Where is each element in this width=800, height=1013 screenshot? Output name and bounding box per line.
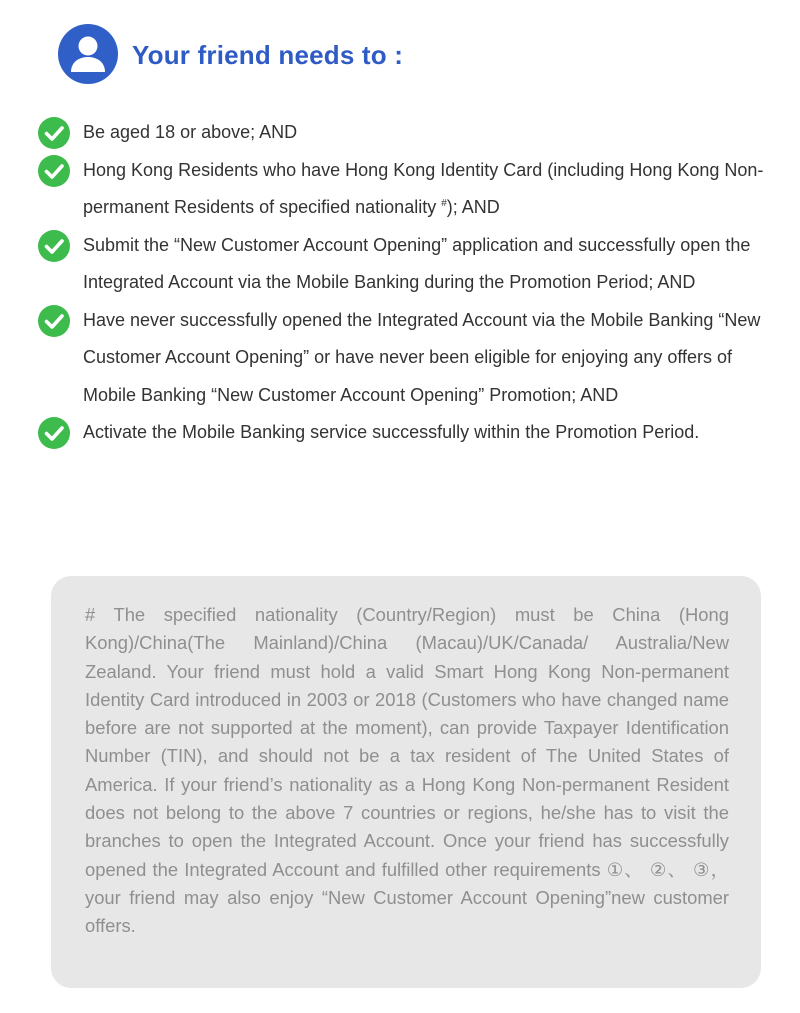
requirement-text-part: Hong Kong Residents who have Hong Kong Identity Card (including Hong Kong Non-permanent Residents of specified nationality [83, 159, 764, 217]
section-header [58, 24, 403, 84]
check-circle-icon [38, 230, 70, 262]
requirements-list [38, 114, 778, 452]
list-item [38, 302, 778, 415]
requirement-text [83, 152, 778, 227]
requirement-text: Be aged 18 or above; AND [83, 122, 298, 142]
footnote-mark: # [441, 198, 447, 209]
requirement-text-part: ); AND [446, 197, 500, 217]
list-item [38, 152, 778, 227]
requirement-text: Submit the “New Customer Account Opening” application and successfully open the Integrated Account via the Mobile Banking during the Promotion Period; AND [83, 234, 751, 292]
requirement-text: Have never successfully opened the Integrated Account via the Mobile Banking “New Customer Account Opening” or have never been eligible for enjoying any offers of Mobile Banking “New Customer Account Opening” Promotion; AND [83, 309, 761, 405]
check-circle-icon [38, 305, 70, 337]
list-item [38, 414, 778, 452]
user-avatar-icon [58, 24, 118, 84]
footnote-box [51, 576, 761, 988]
list-item [38, 227, 778, 302]
check-circle-icon [38, 117, 70, 149]
list-item [38, 114, 778, 152]
page-title: Your friend needs to : [132, 39, 404, 70]
check-circle-icon [38, 155, 70, 187]
requirement-text: Activate the Mobile Banking service successfully within the Promotion Period. [83, 422, 700, 442]
footnote-text: # The specified nationality (Country/Region) must be China (Hong Kong)/China(The Mainland)/China (Macau)/UK/Canada/ Australia/New Zealand. Your friend must hold a valid Smart Hong Kong Non-permanent Identity Card introduced in 2003 or 2018 (Customers who have changed name before are not supported at the moment), can provide Taxpayer Identification Number (TIN), and should not be a tax resident of The United States of America. If your friend’s nationality as a Hong Kong Non-permanent Resident does not belong to the above 7 countries or regions, he/she has to visit the branches to open the Integrated Account. Once your friend has successfully opened the Integrated Account and fulfilled other requirements ①、 ②、 ③，your friend may also enjoy “New Customer Account Opening”new customer offers. [85, 604, 729, 937]
check-circle-icon [38, 417, 70, 449]
